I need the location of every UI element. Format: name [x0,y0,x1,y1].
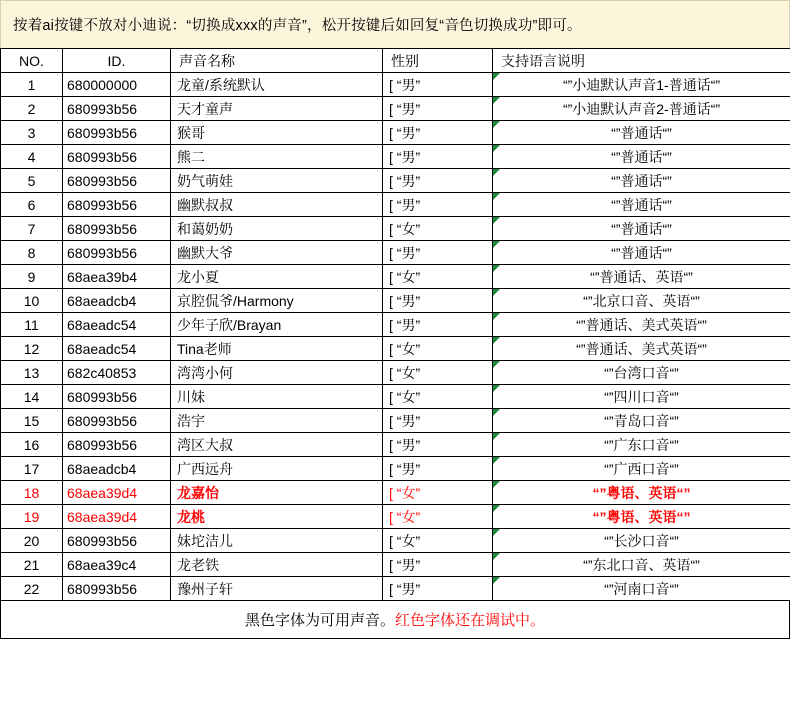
cell-id: 680993b56 [63,217,171,241]
cell-name: 龙桃 [171,505,383,529]
cell-lang: “”东北口音、英语“” [493,553,790,577]
cell-gender: [ “女” [383,265,493,289]
table-row [1,361,790,385]
cell-lang: “”普通话“” [493,241,790,265]
instruction-banner [0,0,790,48]
column-header-id: ID. [63,49,171,73]
cell-name: 奶气萌娃 [171,169,383,193]
cell-lang: “”普通话“” [493,169,790,193]
cell-gender: [ “男” [383,73,493,97]
cell-gender: [ “男” [383,169,493,193]
cell-lang: “”广东口音“” [493,433,790,457]
cell-lang: “”小迪默认声音2-普通话“” [493,97,790,121]
cell-id: 680993b56 [63,433,171,457]
cell-name: 龙童/系统默认 [171,73,383,97]
cell-id: 680993b56 [63,97,171,121]
cell-id: 680993b56 [63,529,171,553]
table-row [1,505,790,529]
cell-name: 天才童声 [171,97,383,121]
table-row [1,145,790,169]
cell-gender: [ “男” [383,457,493,481]
legend-red-text: 红色字体还在调试中。 [395,612,546,629]
table-row [1,433,790,457]
cell-name: 浩宇 [171,409,383,433]
table-row [1,265,790,289]
cell-lang: “”长沙口音“” [493,529,790,553]
cell-name: 龙小夏 [171,265,383,289]
cell-id: 68aea39b4 [63,265,171,289]
cell-no: 17 [1,457,63,481]
cell-no: 10 [1,289,63,313]
voice-table [0,48,790,601]
cell-id: 680993b56 [63,241,171,265]
cell-id: 680993b56 [63,385,171,409]
cell-no: 20 [1,529,63,553]
table-row [1,169,790,193]
cell-no: 11 [1,313,63,337]
cell-gender: [ “男” [383,241,493,265]
cell-name: Tina老师 [171,337,383,361]
cell-lang: “”粤语、英语“” [493,481,790,505]
column-header-name: 声音名称 [171,49,383,73]
cell-name: 妹坨洁儿 [171,529,383,553]
cell-gender: [ “女” [383,481,493,505]
cell-id: 680993b56 [63,169,171,193]
cell-id: 68aea39d4 [63,505,171,529]
cell-no: 16 [1,433,63,457]
cell-id: 680993b56 [63,577,171,601]
table-row [1,121,790,145]
table-row [1,193,790,217]
cell-lang: “”普通话、美式英语“” [493,337,790,361]
table-row [1,409,790,433]
cell-gender: [ “男” [383,145,493,169]
cell-id: 68aeadcb4 [63,457,171,481]
table-row [1,577,790,601]
cell-id: 680993b56 [63,193,171,217]
cell-gender: [ “男” [383,433,493,457]
cell-lang: “”小迪默认声音1-普通话“” [493,73,790,97]
cell-no: 18 [1,481,63,505]
cell-lang: “”青岛口音“” [493,409,790,433]
cell-gender: [ “男” [383,97,493,121]
cell-name: 猴哥 [171,121,383,145]
cell-name: 幽默大爷 [171,241,383,265]
table-row [1,385,790,409]
cell-gender: [ “女” [383,361,493,385]
cell-no: 2 [1,97,63,121]
cell-lang: “”北京口音、英语“” [493,289,790,313]
cell-id: 680993b56 [63,409,171,433]
legend-black-text: 黑色字体为可用声音。 [244,612,395,629]
cell-name: 少年子欣/Brayan [171,313,383,337]
cell-id: 682c40853 [63,361,171,385]
cell-name: 龙嘉怡 [171,481,383,505]
table-row [1,481,790,505]
column-header-gender: 性别 [383,49,493,73]
cell-lang: “”普通话“” [493,193,790,217]
cell-no: 19 [1,505,63,529]
cell-name: 豫州子轩 [171,577,383,601]
cell-no: 9 [1,265,63,289]
cell-no: 4 [1,145,63,169]
cell-gender: [ “女” [383,385,493,409]
cell-name: 幽默叔叔 [171,193,383,217]
cell-gender: [ “男” [383,553,493,577]
cell-no: 21 [1,553,63,577]
table-row [1,553,790,577]
cell-gender: [ “男” [383,313,493,337]
cell-name: 熊二 [171,145,383,169]
table-row [1,73,790,97]
cell-no: 1 [1,73,63,97]
cell-id: 68aeadc54 [63,337,171,361]
cell-name: 京腔侃爷/Harmony [171,289,383,313]
cell-lang: “”普通话“” [493,121,790,145]
cell-no: 8 [1,241,63,265]
cell-lang: “”粤语、英语“” [493,505,790,529]
cell-name: 广西远舟 [171,457,383,481]
cell-gender: [ “男” [383,193,493,217]
cell-id: 68aea39c4 [63,553,171,577]
cell-gender: [ “男” [383,121,493,145]
cell-id: 680000000 [63,73,171,97]
cell-name: 川妹 [171,385,383,409]
table-row [1,289,790,313]
cell-no: 5 [1,169,63,193]
table-header-row [1,49,790,73]
cell-lang: “”四川口音“” [493,385,790,409]
legend-footer [0,601,790,639]
cell-name: 龙老铁 [171,553,383,577]
cell-no: 7 [1,217,63,241]
cell-gender: [ “女” [383,337,493,361]
table-row [1,337,790,361]
table-row [1,97,790,121]
cell-lang: “”台湾口音“” [493,361,790,385]
cell-id: 680993b56 [63,145,171,169]
table-row [1,313,790,337]
cell-lang: “”普通话“” [493,145,790,169]
cell-name: 和蔼奶奶 [171,217,383,241]
cell-gender: [ “女” [383,529,493,553]
cell-no: 22 [1,577,63,601]
cell-lang: “”普通话、美式英语“” [493,313,790,337]
cell-no: 15 [1,409,63,433]
cell-lang: “”普通话、英语“” [493,265,790,289]
cell-lang: “”普通话“” [493,217,790,241]
table-row [1,457,790,481]
cell-no: 14 [1,385,63,409]
cell-id: 68aeadcb4 [63,289,171,313]
cell-gender: [ “女” [383,505,493,529]
cell-no: 12 [1,337,63,361]
cell-lang: “”河南口音“” [493,577,790,601]
cell-gender: [ “女” [383,217,493,241]
table-row [1,241,790,265]
instruction-text: 按着ai按键不放对小迪说：“切换成xxx的声音”，松开按键后如回复“音色切换成功”即可。 [13,18,582,34]
cell-no: 3 [1,121,63,145]
cell-gender: [ “男” [383,289,493,313]
cell-name: 湾区大叔 [171,433,383,457]
cell-gender: [ “男” [383,577,493,601]
cell-no: 6 [1,193,63,217]
cell-id: 680993b56 [63,121,171,145]
cell-id: 68aeadc54 [63,313,171,337]
cell-lang: “”广西口音“” [493,457,790,481]
column-header-no: NO. [1,49,63,73]
table-row [1,529,790,553]
cell-id: 68aea39d4 [63,481,171,505]
column-header-lang: 支持语言说明 [493,49,790,73]
table-row [1,217,790,241]
cell-no: 13 [1,361,63,385]
cell-name: 湾湾小何 [171,361,383,385]
cell-gender: [ “男” [383,409,493,433]
